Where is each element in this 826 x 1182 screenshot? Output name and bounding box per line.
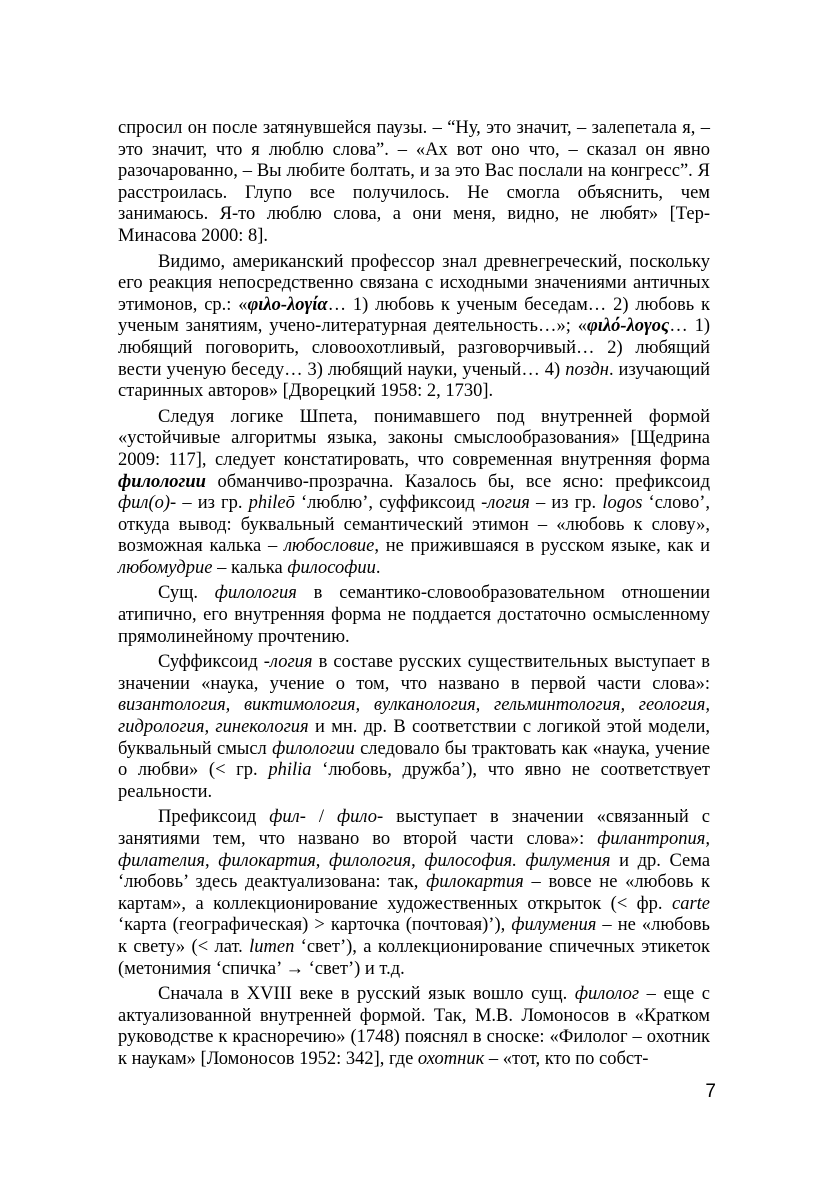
text-run: в составе русских существительных выступает в значении «наука, учение о том, что названо в первой части слова»: [118, 652, 710, 694]
emphasized-text: -логия [481, 493, 530, 514]
text-run: Видимо, американский профессор знал древнегреческий, поскольку его реакция непосредственно связана с исходными значениями античных этимонов, ср.: « [118, 251, 710, 315]
emphasized-text: филокартия [218, 850, 316, 871]
text-run: . изучающий старинных авторов» [Дворецкий 1958: 2, 1730]. [118, 359, 711, 402]
emphasized-text: филумения [511, 915, 597, 936]
emphasized-text: филологии [118, 471, 206, 492]
emphasized-text: φιλό-λογος [586, 316, 670, 337]
text-run: спросил он после затянувшейся паузы. – “Ну, это значит, – залепетала я, – это значит, что я люблю слова”. – «Ах вот оно что, – сказал он явно разочарованно, – Вы любите болтать, и за это Вас послали на конгресс”. Я расстроилась. Глупо все получилось. Не смогла объяснить, чем занимаюсь. Я-то люблю слова, а они меня, видно, не любят» [Тер-Минасова 2000: 8]. [118, 118, 710, 246]
text-run: – вовсе не «любовь к картам», а коллекционирование художественных открыток (< фр. [118, 872, 710, 914]
text-run: и др. Сема ‘любовь’ здесь деактуализована: так, [118, 850, 711, 893]
text-run: ‘любовь, дружба’), что явно не соответствует реальности. [118, 760, 710, 802]
emphasized-text: филология [214, 583, 297, 604]
emphasized-text: филолог [574, 984, 640, 1005]
emphasized-text: lumen [249, 936, 295, 957]
paragraph [118, 807, 710, 980]
body-text [118, 118, 710, 1071]
text-run: ‘слово’, откуда вывод: буквальный семантический этимон – «любовь к слову», возможная калька – [118, 493, 711, 557]
text-run: – «тот, кто по собст- [484, 1048, 649, 1069]
text-run: – еще с актуализованной внутренней формой. Так, М.В. Ломоносов в «Кратком руководстве к красноречию» (1748) пояснял в сноске: «Филолог – охотник к наукам» [Ломоносов 1952: 342], где [118, 984, 710, 1069]
paragraph [118, 583, 710, 648]
emphasized-text: любословие [283, 536, 375, 557]
emphasized-text: любомудрие [118, 557, 213, 578]
emphasized-text: философии [287, 557, 376, 578]
text-run: следовало бы трактовать как «наука, учение о любви» (< гр. [118, 738, 710, 781]
text-run: – не «любовь к свету» (< лат. [118, 915, 710, 957]
text-run: / [305, 807, 338, 828]
text-run: – калька [212, 557, 288, 578]
emphasized-text: carte [671, 893, 710, 914]
text-run: … 1) любящий поговорить, словоохотливый, разговорчивый… 2) любящий вести ученую беседу… 3) любящий науки, ученый… 4) [118, 316, 710, 380]
text-run: , не прижившаяся в русском языке, как и [374, 536, 710, 557]
emphasized-text: поздн [565, 359, 609, 380]
emphasized-text: philia [268, 760, 312, 781]
text-run: Сначала в XVIII веке в русский язык вошло сущ. [158, 984, 575, 1005]
text-run: ‘люблю’, суффиксоид [294, 493, 482, 514]
emphasized-text: φιλο-λογία [247, 294, 328, 315]
text-run: … 1) любовь к ученым беседам… 2) любовь к ученым занятиям, учено-литературная деятельность…»; « [118, 294, 710, 337]
text-run: и мн. др. В соответствии с логикой этой модели, буквальный смысл [118, 717, 710, 759]
paragraph [118, 118, 710, 248]
text-run: , [411, 850, 425, 871]
text-run: Сущ. [158, 583, 215, 604]
emphasized-text: фил- [269, 807, 306, 828]
emphasized-text: филантропия, филателия [118, 829, 710, 871]
text-run: ‘карта (географическая) > карточка (почтовая)’), [118, 915, 512, 936]
emphasized-text: филологии [272, 738, 355, 759]
emphasized-text: филология [329, 850, 412, 871]
emphasized-text: фил(о)- [118, 493, 177, 514]
text-run: в семантико-словообразовательном отношении атипично, его внутренняя форма не поддается достаточно осмысленному прямолинейному прочтению. [118, 583, 710, 647]
text-run: ‘свет’), а коллекционирование спичечных этикеток (метонимия ‘спичка’ → ‘свет’) и т.д. [118, 936, 710, 979]
emphasized-text: logos [602, 493, 643, 514]
text-run: , [315, 850, 330, 871]
text-run: . [375, 557, 381, 578]
emphasized-text: -логия [263, 652, 313, 673]
emphasized-text: византология, виктимология, вулканология, гельминтология, геология, гидрология, гинекология [118, 695, 710, 738]
emphasized-text: охотник [417, 1048, 485, 1069]
text-run: Суффиксоид [158, 652, 264, 673]
page-number: 7 [705, 1081, 716, 1102]
text-run: , [204, 850, 219, 871]
text-run: – из гр. [176, 493, 249, 514]
text-run: – из гр. [529, 493, 603, 514]
emphasized-text: философия. филумения [424, 850, 611, 871]
text-run: выступает в значении «связанный с занятиями тем, что названо во второй части слова»: [118, 807, 710, 849]
paragraph [118, 252, 710, 403]
text-run: Префиксоид [158, 807, 270, 828]
text-run: Следуя логике Шпета, понимавшего под внутренней формой «устойчивые алгоритмы языка, законы смыслообразования» [Щедрина 2009: 117], следует констатировать, что современная внутренняя форма [118, 406, 710, 470]
paragraph [118, 652, 710, 803]
paragraph [118, 407, 710, 580]
paragraph [118, 984, 710, 1070]
emphasized-text: phileō [248, 493, 295, 514]
text-run: обманчиво-прозрачна. Казалось бы, все ясно: префиксоид [205, 471, 710, 492]
emphasized-text: фило- [337, 807, 384, 828]
emphasized-text: филокартия [426, 872, 524, 893]
